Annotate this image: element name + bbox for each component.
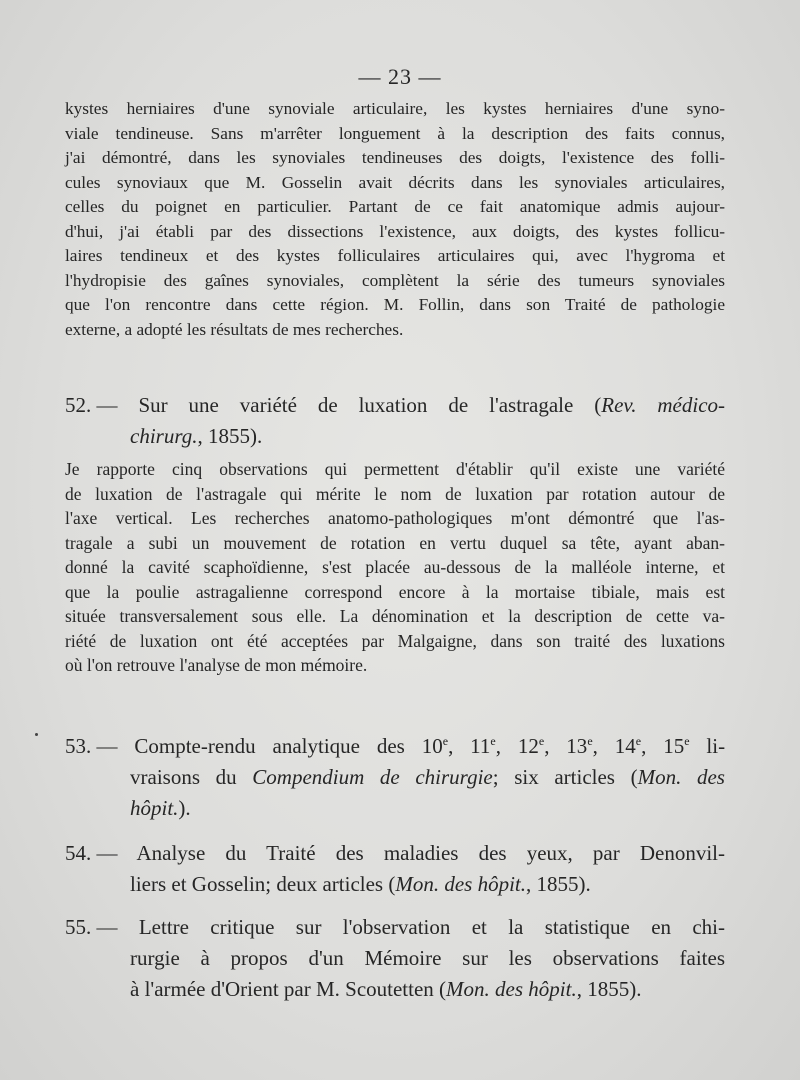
entry-text: vraisons du — [130, 765, 253, 789]
entry-text: Compte-rendu analytique des 10 — [134, 734, 443, 758]
paragraph-line: j'ai démontré, dans les synoviales tendineuses des doigts, l'existence des folli- — [65, 148, 725, 167]
paragraph-line: Je rapporte cinq observations qui permettent d'établir qu'il existe une variété — [65, 459, 725, 479]
paragraph-line: située transversalement sous elle. La dénomination et la description de cette va- — [65, 606, 725, 626]
superscript: e — [684, 734, 690, 748]
superscript: e — [587, 734, 593, 748]
paragraph-line: donné la cavité scaphoïdienne, s'est placée au-dessous de la malléole interne, et — [65, 557, 725, 577]
entry-text: , 14 — [592, 734, 636, 758]
journal-reference: Mon. des — [637, 765, 725, 789]
entry-number: 53. — — [65, 734, 118, 758]
entry-53-line-1 — [65, 731, 725, 762]
paragraph-line: que l'on rencontre dans cette région. M. Follin, dans son Traité de pathologie — [65, 295, 725, 314]
paragraph-line: d'hui, j'ai établi par des dissections l'existence, aux doigts, des kystes follicu- — [65, 221, 725, 241]
superscript: e — [635, 734, 642, 748]
entry-52-line-1 — [65, 390, 725, 421]
paragraph-line: kystes herniaires d'une synoviale articulaire, les kystes herniaires d'une syno- — [65, 99, 725, 118]
entry-text: , 15 — [641, 734, 685, 758]
reference-year: , 1855). — [197, 424, 263, 448]
paragraph-line: viale tendineuse. Sans m'arrêter longuement à la description des faits connus, — [65, 123, 725, 143]
journal-reference: chirurg. — [130, 424, 198, 448]
entry-53-line-3 — [65, 793, 725, 824]
entry-54 — [65, 838, 725, 900]
paragraph-line: tragale a subi un mouvement de rotation en vertu duquel sa tête, ayant aban- — [65, 532, 725, 553]
paragraph-line: cules synoviaux que M. Gosselin avait décrits dans les synoviales articulaires, — [65, 172, 725, 192]
entry-text: , 12 — [495, 734, 539, 758]
journal-reference: Mon. des hôpit. — [446, 977, 577, 1001]
paragraph-line: riété de luxation ont été acceptées par Malgaigne, dans son traité des luxations — [65, 630, 725, 651]
entry-number: 55. — — [65, 915, 118, 939]
entry-55-line-2: rurgie à propos d'un Mémoire sur les observations faites — [130, 946, 725, 970]
superscript: e — [490, 734, 496, 748]
entry-text: ). — [178, 796, 191, 820]
journal-reference: Rev. médico- — [601, 393, 726, 417]
entry-52-line-2 — [65, 421, 725, 452]
entry-text: li- — [689, 734, 726, 758]
reference-year: , 1855). — [576, 977, 642, 1001]
entry-text: , 13 — [544, 734, 588, 758]
entry-text: ; six articles ( — [492, 765, 638, 789]
superscript: e — [538, 734, 545, 748]
paragraph-line: de luxation de l'astragale qui mérite le nom de luxation par rotation autour de — [65, 483, 725, 504]
paragraph-line: où l'on retrouve l'analyse de mon mémoire. — [65, 655, 368, 675]
page-speck — [35, 733, 38, 736]
paragraph-line: laires tendineux et des kystes folliculaires articulaires qui, avec l'hygroma et — [65, 246, 725, 265]
entry-text: , 11 — [448, 734, 491, 758]
entry-52-paragraph — [65, 457, 725, 678]
journal-reference: Mon. des hôpit. — [395, 872, 526, 896]
paragraph-line: que la poulie astragalienne correspond encore à la mortaise tibiale, mais est — [65, 581, 725, 602]
page-number: — 23 — — [358, 64, 442, 89]
entry-54-line-2 — [65, 869, 725, 900]
entry-number: 52. — — [65, 393, 118, 417]
paragraph-line: externe, a adopté les résultats de mes recherches. — [65, 319, 404, 339]
entry-55 — [65, 912, 725, 1005]
entry-title: Sur une variété de luxation de l'astragale — [138, 393, 574, 417]
entry-text: Lettre critique sur l'observation et la statistique en chi- — [138, 915, 726, 939]
entry-text: à l'armée d'Orient par M. Scoutetten ( — [130, 977, 447, 1001]
entry-52-heading — [65, 390, 725, 452]
entry-number: 54. — — [65, 841, 118, 865]
intro-paragraph — [65, 97, 725, 342]
entry-55-line-1 — [65, 912, 725, 943]
entry-text: Analyse du Traité des maladies des yeux, par Denonvil- — [136, 841, 725, 865]
ref-paren: ( — [594, 393, 602, 417]
entry-54-line-1 — [65, 838, 725, 869]
entry-text: liers et Gosselin; deux articles ( — [130, 872, 396, 896]
journal-reference: hôpit. — [130, 796, 179, 820]
paragraph-line: celles du poignet en particulier. Partant de ce fait anatomique admis aujour- — [65, 197, 725, 216]
paragraph-line: l'hydropisie des gaînes synoviales, complètent la série des tumeurs synoviales — [65, 270, 725, 290]
paragraph-line: l'axe vertical. Les recherches anatomo-pathologiques m'ont démontré que l'as- — [65, 508, 725, 528]
entry-53 — [65, 731, 725, 824]
reference-year: , 1855). — [526, 872, 591, 896]
entry-53-line-2 — [65, 762, 725, 793]
entry-55-line-3 — [65, 974, 725, 1005]
superscript: e — [442, 734, 449, 748]
book-title: Compendium de chirurgie — [252, 765, 493, 789]
